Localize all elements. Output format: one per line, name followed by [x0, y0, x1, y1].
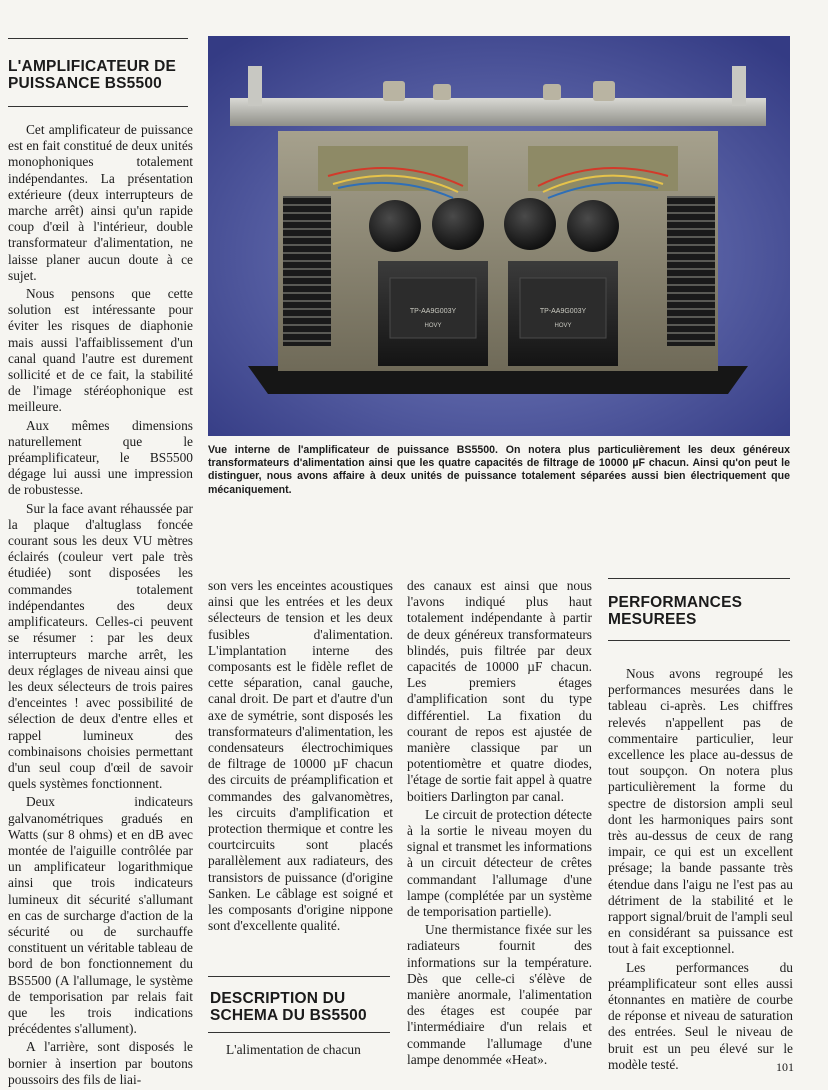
section1-top-rule — [8, 38, 188, 39]
paragraph: Sur la face avant réhaussée par la plaque d'altuglass foncée courant sous les deux VU mètres éclairés (couleur vert pale très étudiée) sont disposées les commandes totalement indépendantes des deux amplificateurs. Celles-ci peuvent se résumer : par les deux interrupteurs marche arrêt, les deux réglages de niveau ainsi que les deux sélecteurs de trois paires d'enceintes ! avec possibilité de sélection de deux d'entre elles et rappel lumineux des combinaisons choisies permettant d'un seul coup d'œil de savoir quels systèmes fonctionnent. — [8, 500, 193, 792]
column-1-text — [8, 122, 193, 1090]
paragraph: son vers les enceintes acoustiques ainsi que les entrées et les deux sélecteurs de tension et les deux fusibles d'alimentation. L'implantation interne des composants est le fidèle reflet de cette séparation, canal gauche, canal droit. De part et d'autre d'un axe de symétrie, sont disposés les transformateurs d'alimentation, les condensateurs électrochimiques de filtrage de 10000 µF chacun des circuits de préamplification et commandes des galvanomètres, les circuits d'amplification et protection thermique et contre les courtcircuits sont placés parallèlement aux radiateurs, des transistors de puissance (d'origine Sanken. Le câblage est soigné et les composants d'origine nippone sont d'excellente qualité. — [208, 578, 393, 934]
knob — [383, 81, 405, 101]
transformer-label: TP-AA9G003Y — [539, 308, 587, 315]
paragraph: A l'arrière, sont disposés le bornier à insertion par boutons poussoirs des fils de liai- — [8, 1039, 193, 1087]
paragraph: Une thermistance fixée sur les radiateurs fournit des informations sur la température. Dès que celle-ci s'élève de manière anormale, l'alimentation des étages est coupée par l'intermédiaire d'un relais et commande l'allumage d'une lampe denommée «Heat». — [407, 922, 592, 1067]
transformer-brand: HOVY — [424, 323, 442, 329]
transformer-label: TP-AA9G003Y — [409, 308, 457, 315]
knob — [433, 84, 451, 100]
paragraph: Le circuit de protection détecte à la sortie le niveau moyen du signal et transmet les informations à un circuit détecteur de crêtes commandant l'allumage d'une lampe (complétée par un système de temporisation partielle). — [407, 806, 592, 920]
heatsink-right — [667, 196, 715, 346]
handle-left — [248, 66, 262, 106]
paragraph: Nous avons regroupé les performances mesurées dans le tableau ci-après. Les chiffres relevés n'appellent pas de commentaire particulier, leur excellence les place au-dessus de tout soupçon. On notera plus particulièrement la forme du spectre de distorsion ampli seul dont les harmoniques pairs sont très au-dessus de ceux de rang impair, ce qui est un excellent présage; la bande passante très étendue dans l'aigu ne l'est pas au détriment de la stabilité et le rapport signal/bruit de l'ampli seul en considérant sa puissance est tout à fait exceptionnel. — [608, 666, 793, 957]
section2-bottom-rule — [208, 1032, 390, 1033]
section2-top-rule — [208, 976, 390, 977]
paragraph: Aux mêmes dimensions naturellement que le préamplificateur, le BS5500 dégage lui aussi une impression de robustesse. — [8, 417, 193, 498]
paragraph: Les performances du préamplificateur sont elles aussi étonnantes en matière de courbe de réponse et niveau de saturation des entrées. Seul le niveau de bruit est un peu élevé sur le modèle testé. — [608, 959, 793, 1072]
filter-capacitor — [432, 198, 484, 250]
column-4-text — [608, 666, 793, 1075]
paragraph: Deux indicateurs galvanométriques gradués en Watts (sur 8 ohms) et en dB avec montée de l'aiguille contrôlée par un amplificateur logarithmique ainsi que trois indicateurs lumineux dit sécurité s'allumant en cas de surcharge d'action de la sécurité ou de surchauffe constituent un véritable tableau de bord de bon fonctionnement du BS5500 (A l'allumage, le système de temporisation par relais fait que les trois indications précédentes s'allument). — [8, 794, 193, 1037]
section4-top-rule — [608, 578, 790, 579]
front-panel — [230, 98, 766, 126]
filter-capacitor — [567, 200, 619, 252]
section4-heading: PERFORMANCES MESUREES — [608, 594, 743, 628]
filter-capacitor — [369, 200, 421, 252]
paragraph: Cet amplificateur de puissance est en fait constitué de deux unités monophoniques totalement indépendantes. La présentation extérieure (deux interrupteurs de marche arrêt) ainsi qu'un rapide coup d'œil à l'intérieur, double transformateur d'alimentation, ne laisse planer aucun doute à ce sujet. — [8, 122, 193, 283]
amplifier-interior-photo — [208, 36, 790, 436]
section1-heading: L'AMPLIFICATEUR DE PUISSANCE BS5500 — [8, 58, 177, 92]
knob — [543, 84, 561, 100]
column-2-continued — [208, 1042, 393, 1060]
section4-bottom-rule — [608, 640, 790, 641]
handle-right — [732, 66, 746, 106]
section1-bottom-rule — [8, 106, 188, 107]
heatsink-left — [283, 196, 331, 346]
page-number: 101 — [776, 1060, 794, 1074]
column-2-text — [208, 578, 393, 936]
paragraph: des canaux est ainsi que nous l'avons indiqué plus haut totalement indépendante à partir de deux généreux transformateurs blindés, puis filtrée par deux capacités de 10000 µF chacun. Les premiers étages d'amplification sont du type différentiel. La fixation du courant de repos est ajustée de manière classique par un potentiomètre et quatre diodes, l'étage de sortie fait appel à quatre boitiers Darlington par canal. — [407, 578, 592, 804]
photo-caption: Vue interne de l'amplificateur de puissance BS5500. On notera plus particulièrement les deux généreux transformateurs d'alimentation ainsi que les quatre capacités de filtrage de 10000 µF chacun. Ainsi qu'on peut le distinguer, nous avons affaire à deux unités de puissance totalement séparées aussi bien électriquement que mécaniquement. — [208, 444, 790, 496]
knob — [593, 81, 615, 101]
section2-heading: DESCRIPTION DU SCHEMA DU BS5500 — [210, 990, 367, 1024]
paragraph: L'alimentation de chacun — [226, 1042, 361, 1057]
paragraph: Nous pensons que cette solution est intéressante pour éviter les risques de diaphonie mais aussi l'affaiblissement d'un canal quand l'autre est durement sollicité et de ce fait, la stabilité de l'image stéréophonique est meilleure. — [8, 286, 193, 415]
transformer-brand: HOVY — [554, 323, 572, 329]
filter-capacitor — [504, 198, 556, 250]
column-3-text — [407, 578, 592, 1070]
